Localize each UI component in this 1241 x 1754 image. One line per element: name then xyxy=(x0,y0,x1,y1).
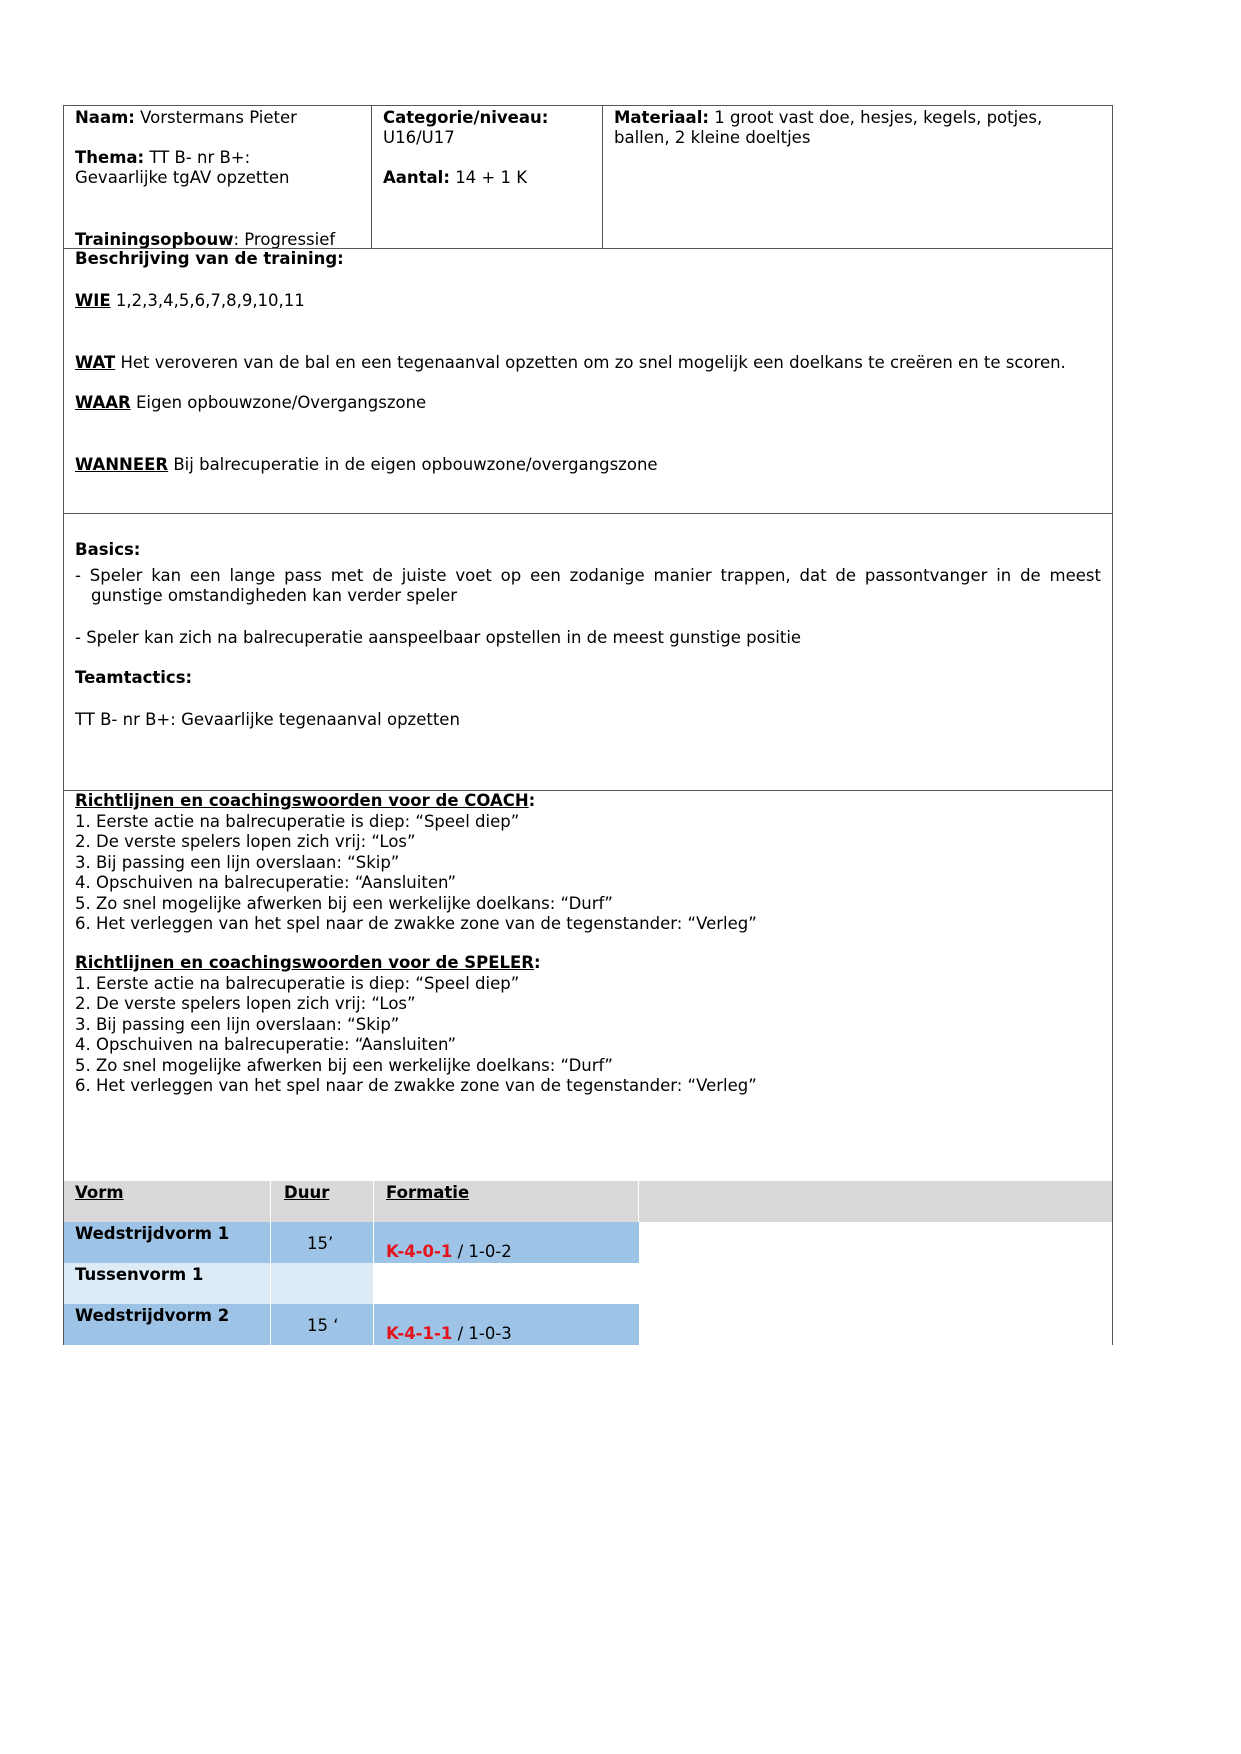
wanneer-label: WANNEER xyxy=(75,455,169,474)
teamtactics-value: TT B- nr B+: Gevaarlijke tegenaanval opzetten xyxy=(75,710,460,729)
wat-value: Het veroveren van de bal en een tegenaanval opzetten om zo snel mogelijk een doelkans te creëren en te scoren. xyxy=(120,353,1066,372)
coach-item: 4. Opschuiven na balrecuperatie: “Aansluiten” xyxy=(75,873,457,892)
coach-item: 5. Zo snel mogelijke afwerken bij een werkelijke doelkans: “Durf” xyxy=(75,893,613,913)
materiaal-cell xyxy=(603,106,1112,248)
materiaal-value-1: 1 groot vast doe, hesjes, kegels, potjes, xyxy=(714,108,1043,127)
categorie-label: Categorie/niveau: xyxy=(383,108,549,127)
wie-value: 1,2,3,4,5,6,7,8,9,10,11 xyxy=(115,291,305,310)
speler-item: 3. Bij passing een lijn overslaan: “Skip” xyxy=(75,1014,400,1034)
speler-title: Richtlijnen en coachingswoorden voor de SPELER xyxy=(75,953,535,972)
table-row xyxy=(63,1304,638,1345)
row-formatie-rest: / 1-0-2 xyxy=(452,1242,512,1261)
categorie-cell xyxy=(372,106,603,248)
row-vorm: Tussenvorm 1 xyxy=(75,1265,204,1284)
richtlijnen-section xyxy=(63,790,1113,1182)
speler-item: 5. Zo snel mogelijke afwerken bij een werkelijke doelkans: “Durf” xyxy=(75,1055,613,1075)
naam-cell xyxy=(64,106,372,248)
categorie-value: U16/U17 xyxy=(383,128,455,147)
speler-item: 4. Opschuiven na balrecuperatie: “Aansluiten” xyxy=(75,1035,457,1054)
materiaal-label: Materiaal: xyxy=(614,108,709,127)
row-duur: 15 ‘ xyxy=(307,1316,339,1335)
materiaal-value-2: ballen, 2 kleine doeltjes xyxy=(614,128,811,147)
thema-value-1: TT B- nr B+: xyxy=(149,148,251,167)
coach-item: 1. Eerste actie na balrecuperatie is diep: “Speel diep” xyxy=(75,811,520,831)
basics-title: Basics: xyxy=(75,540,141,559)
thema-label: Thema: xyxy=(75,148,145,167)
coach-title: Richtlijnen en coachingswoorden voor de COACH xyxy=(75,791,529,810)
row-vorm: Wedstrijdvorm 1 xyxy=(75,1224,230,1243)
coach-item: 3. Bij passing een lijn overslaan: “Skip” xyxy=(75,852,400,872)
speler-item: 6. Het verleggen van het spel naar de zwakke zone van de tegenstander: “Verleg” xyxy=(75,1076,757,1095)
speler-colon: : xyxy=(534,953,541,972)
row-duur: 15’ xyxy=(307,1234,334,1253)
header-row xyxy=(63,105,1113,249)
opbouw-value: : Progressief xyxy=(233,230,336,249)
table-header-row xyxy=(63,1181,1113,1222)
waar-value: Eigen opbouwzone/Overgangszone xyxy=(135,393,427,412)
opbouw-label: Trainingsopbouw xyxy=(75,230,234,249)
header-formatie: Formatie xyxy=(386,1183,470,1202)
row-formatie-main: K-4-0-1 xyxy=(386,1242,453,1261)
basics-section xyxy=(63,513,1113,791)
coach-item: 6. Het verleggen van het spel naar de zwakke zone van de tegenstander: “Verleg” xyxy=(75,914,757,933)
table-row xyxy=(63,1222,638,1263)
thema-value-2: Gevaarlijke tgAV opzetten xyxy=(75,168,290,187)
header-duur: Duur xyxy=(284,1183,330,1202)
table-row xyxy=(63,1263,638,1304)
naam-value: Vorstermans Pieter xyxy=(140,108,297,127)
wat-label: WAT xyxy=(75,353,116,372)
wanneer-value: Bij balrecuperatie in de eigen opbouwzone/overgangszone xyxy=(173,455,658,474)
row-formatie-main: K-4-1-1 xyxy=(386,1324,453,1343)
coach-item: 2. De verste spelers lopen zich vrij: “Los” xyxy=(75,832,416,851)
teamtactics-title: Teamtactics: xyxy=(75,668,193,687)
speler-item: 1. Eerste actie na balrecuperatie is diep: “Speel diep” xyxy=(75,973,520,993)
basics-item-1: - Speler kan een lange pass met de juiste voet op een zodanige manier trappen, dat de passontvanger in de meest gunstige omstandigheden kan verder speler xyxy=(75,566,1101,605)
beschrijving-title: Beschrijving van de training: xyxy=(75,249,344,268)
speler-item: 2. De verste spelers lopen zich vrij: “Los” xyxy=(75,994,416,1013)
row-formatie-rest: / 1-0-3 xyxy=(452,1324,512,1343)
naam-label: Naam: xyxy=(75,108,135,127)
aantal-label: Aantal: xyxy=(383,168,450,187)
aantal-value: 14 + 1 K xyxy=(455,168,528,187)
waar-label: WAAR xyxy=(75,393,131,412)
coach-block xyxy=(75,791,757,935)
wie-label: WIE xyxy=(75,291,111,310)
basics-item-2: - Speler kan zich na balrecuperatie aanspeelbaar opstellen in de meest gunstige positie xyxy=(75,628,802,647)
speler-block xyxy=(75,953,757,1097)
header-vorm: Vorm xyxy=(75,1183,124,1202)
table-right-border xyxy=(1112,1222,1113,1345)
coach-colon: : xyxy=(528,791,536,810)
beschrijving-section xyxy=(63,248,1113,514)
row-vorm: Wedstrijdvorm 2 xyxy=(75,1306,230,1325)
